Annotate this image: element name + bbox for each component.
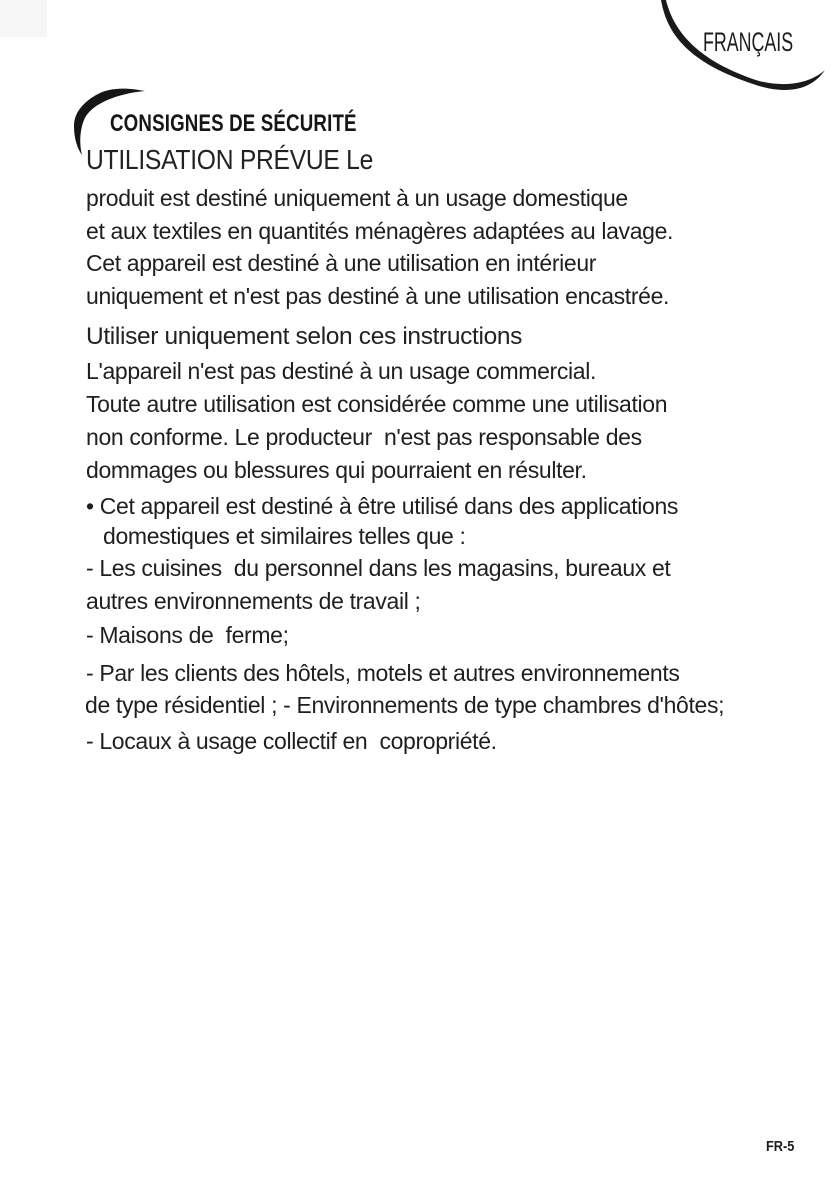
text-line: non conforme. Le producteur n'est pas responsable des [86,424,642,450]
text-line: • Cet appareil est destiné à être utilisé dans des applications [86,493,679,519]
text-line: - Par les clients des hôtels, motels et autres environnements [86,660,680,686]
text-line: uniquement et n'est pas destiné à une utilisation encastrée. [86,283,670,309]
scan-artifact [0,0,47,37]
text-line: Cet appareil est destiné à une utilisation en intérieur [86,250,597,276]
language-label: FRANÇAIS [703,27,794,57]
text-line: produit est destiné uniquement à un usage domestique [86,185,628,211]
section-title: CONSIGNES DE SÉCURITÉ [110,110,357,137]
intended-use-heading: UTILISATION PRÉVUE Le [86,144,374,175]
text-line: Toute autre utilisation est considérée comme une utilisation [86,391,668,417]
text-line: autres environnements de travail ; [86,588,421,614]
text-line: - Maisons de ferme; [86,622,289,648]
text-line: et aux textiles en quantités ménagères adaptées au lavage. [86,218,674,244]
text-line: de type résidentiel ; - Environnements de type chambres d'hôtes; [85,692,725,718]
text-line: - Les cuisines du personnel dans les magasins, bureaux et [86,555,671,581]
text-line: dommages ou blessures qui pourraient en résulter. [86,457,587,483]
text-line: Utiliser uniquement selon ces instructions [86,323,523,350]
text-line: L'appareil n'est pas destiné à un usage commercial. [86,358,597,384]
page-number: FR-5 [766,1138,795,1155]
text-line: - Locaux à usage collectif en copropriété. [86,728,497,754]
text-line: domestiques et similaires telles que : [103,523,466,549]
